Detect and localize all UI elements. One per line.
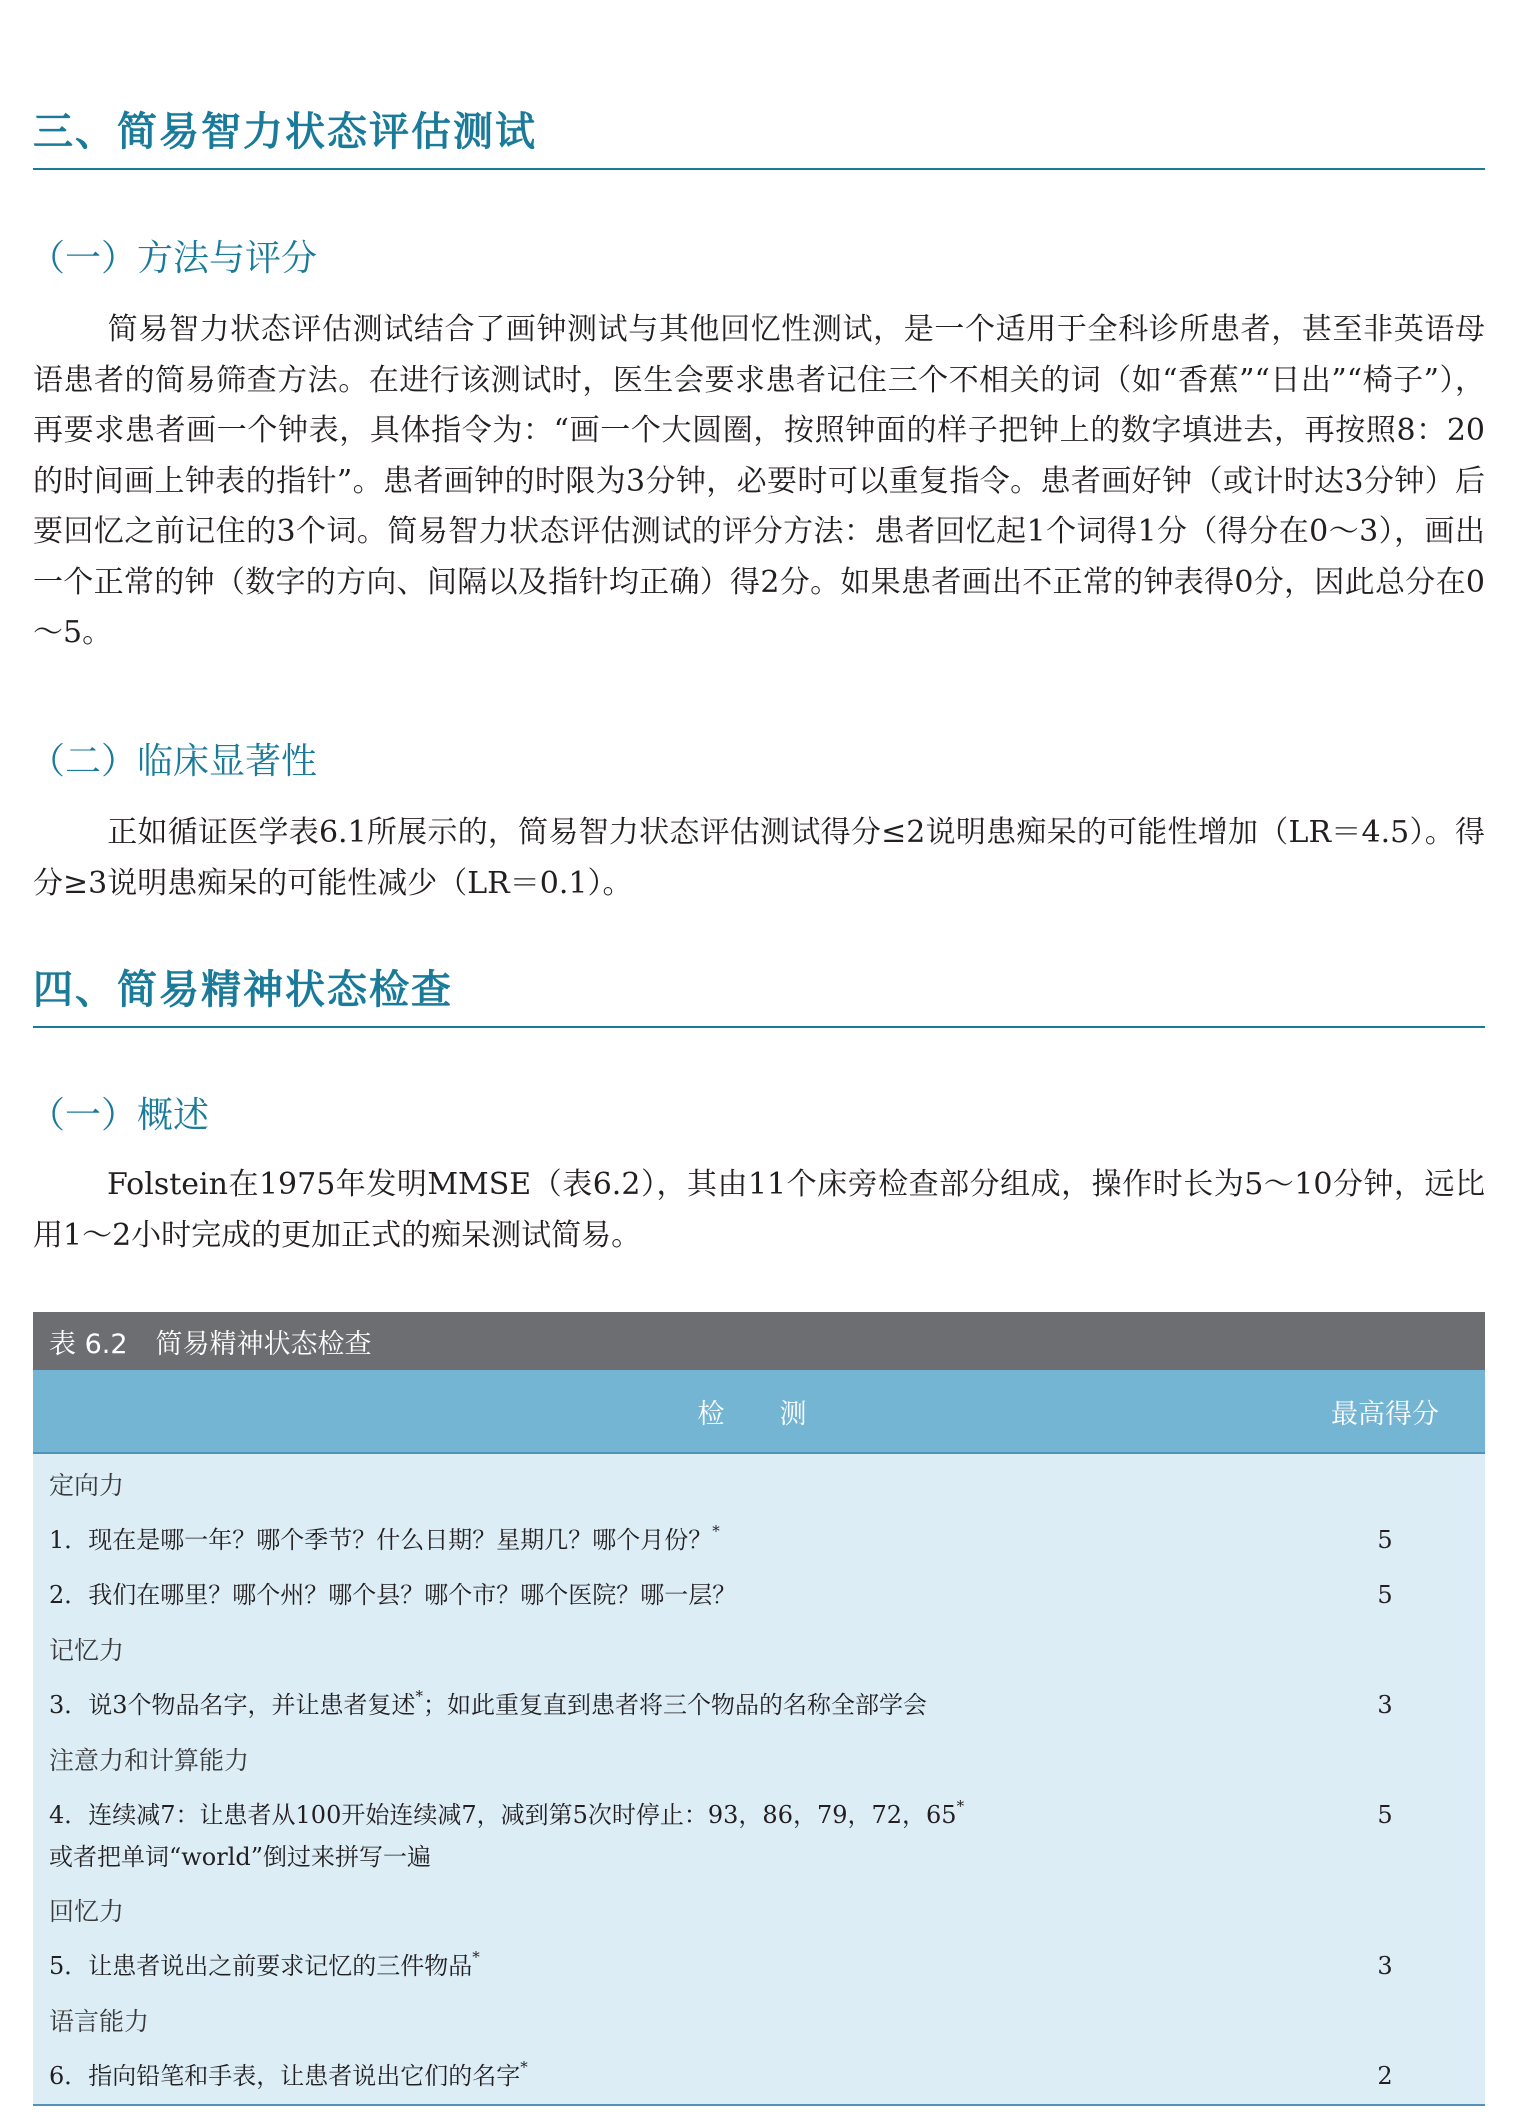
section-3-2-paragraph: 正如循证医学表6.1所展示的，简易智力状态评估测试得分≤2说明患痴呆的可能性增加（LR＝4.5）。得分≥3说明患痴呆的可能性减少（LR＝0.1）。 xyxy=(33,815,1485,901)
table-category-row: 定向力 xyxy=(49,1471,125,1500)
table-caption-label: 表 6.2 xyxy=(49,1328,128,1360)
column-header-score: 最高得分 xyxy=(1331,1398,1439,1430)
max-score: 3 xyxy=(1377,1952,1393,1980)
table-category-row: 语言能力 xyxy=(49,2007,150,2036)
max-score: 5 xyxy=(1377,1526,1393,1554)
max-score: 2 xyxy=(1377,2062,1393,2090)
table-body xyxy=(33,1454,1485,2106)
section-4-heading: 四、简易精神状态检查 xyxy=(33,962,1485,1028)
table-caption-title: 简易精神状态检查 xyxy=(155,1328,372,1360)
table-category-row: 注意力和计算能力 xyxy=(49,1746,250,1775)
mmse-table xyxy=(33,1312,1485,2106)
table-row: 4．连续减7：让患者从100开始连续减7，减到第5次时停止：93，86，79，72，65* 或者把单词“world”倒过来拼写一遍 5 xyxy=(33,1788,1485,1884)
table-row: 1．现在是哪一年？哪个季节？什么日期？星期几？哪个月份？* 5 xyxy=(33,1513,1485,1568)
section-4-1-paragraph: Folstein在1975年发明MMSE（表6.2），其由11个床旁检查部分组成，操作时长为5～10分钟，远比用1～2小时完成的更加正式的痴呆测试简易。 xyxy=(33,1167,1485,1253)
max-score: 5 xyxy=(1377,1801,1393,1829)
table-category-row: 回忆力 xyxy=(49,1897,125,1926)
max-score: 3 xyxy=(1377,1691,1393,1719)
section-3-1-heading: （一）方法与评分 xyxy=(29,238,318,279)
table-category-row: 记忆力 xyxy=(49,1636,125,1665)
table-row: 6．指向铅笔和手表，让患者说出它们的名字* 2 xyxy=(33,2049,1485,2104)
table-row: 3．说3个物品名字，并让患者复述*；如此重复直到患者将三个物品的名称全部学会 3 xyxy=(33,1678,1485,1733)
table-row: 5．让患者说出之前要求记忆的三件物品* 3 xyxy=(33,1939,1485,1994)
max-score: 5 xyxy=(1377,1581,1393,1609)
table-header-row xyxy=(33,1370,1485,1454)
section-3-1-paragraph: 简易智力状态评估测试结合了画钟测试与其他回忆性测试，是一个适用于全科诊所患者，甚至非英语母语患者的简易筛查方法。在进行该测试时，医生会要求患者记住三个不相关的词（如“香蕉”“日出”“椅子”），再要求患者画一个钟表，具体指令为：“画一个大圆圈，按照钟面的样子把钟上的数字填进去，再按照8：20的时间画上钟表的指针”。患者画钟的时限为3分钟，必要时可以重复指令。患者画好钟（或计时达3分钟）后要回忆之前记住的3个词。简易智力状态评估测试的评分方法：患者回忆起1个词得1分（得分在0～3），画出一个正常的钟（数字的方向、间隔以及指针均正确）得2分。如果患者画出不正常的钟表得0分，因此总分在0～5。 xyxy=(33,312,1485,650)
section-3-heading: 三、简易智力状态评估测试 xyxy=(33,104,1485,170)
section-3-2-heading: （二）临床显著性 xyxy=(29,741,318,782)
table-row: 2．我们在哪里？哪个州？哪个县？哪个市？哪个医院？哪一层？ 5 xyxy=(33,1568,1485,1623)
table-caption xyxy=(33,1312,1485,1370)
column-header-test: 检 测 xyxy=(697,1398,821,1430)
section-4-1-heading: （一）概述 xyxy=(29,1095,210,1136)
